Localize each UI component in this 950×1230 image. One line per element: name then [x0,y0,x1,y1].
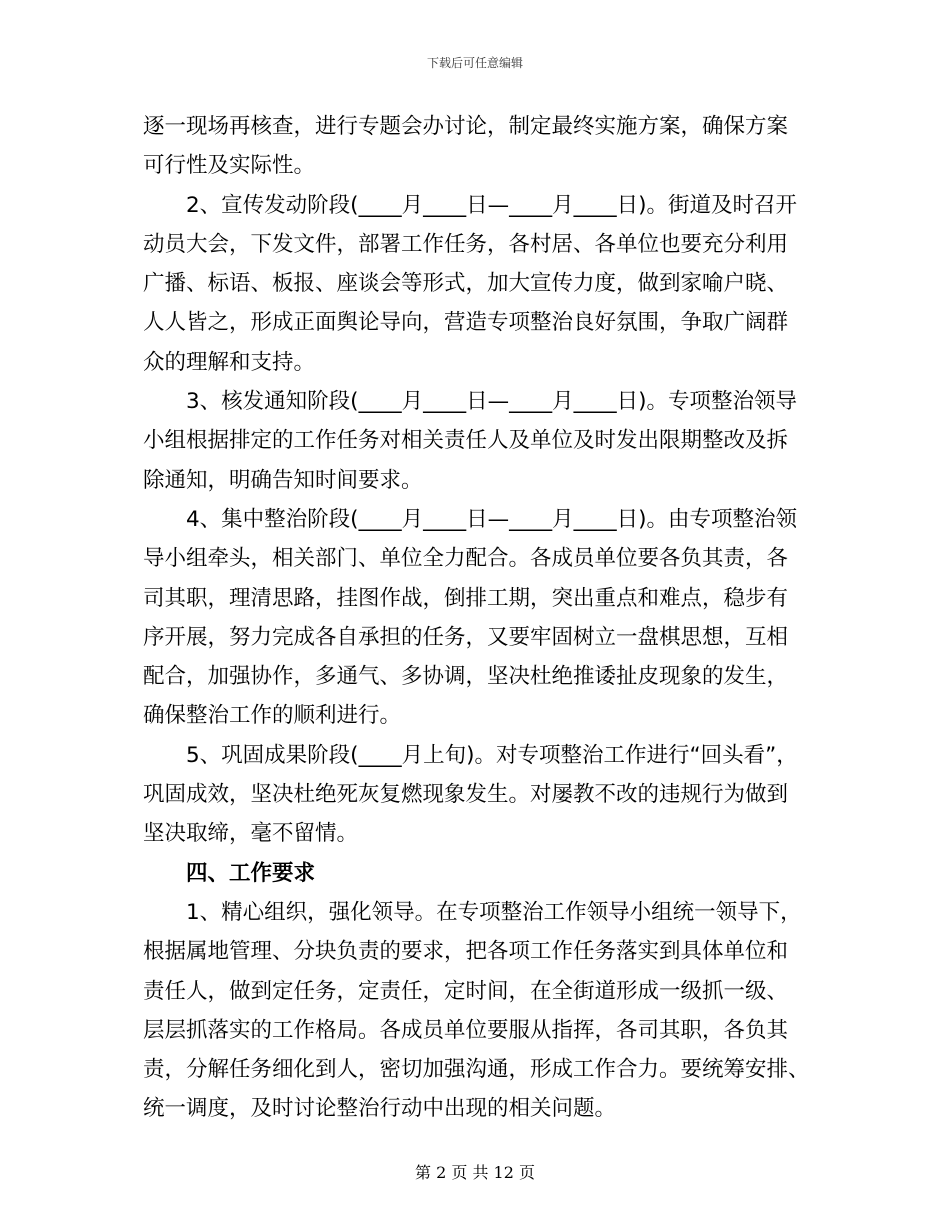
body-line: 可行性及实际性。 [143,153,316,179]
body-line: 众的理解和支持。 [143,349,316,375]
body-line: 人人皆之，形成正面舆论导向，营造专项整治良好氛围，争取广阔群 [143,310,789,336]
stage-4-paragraph-start: 4、集中整治阶段(____月____日—____月____日)。由专项整治领 [186,506,797,532]
body-line: 根据属地管理、分块负责的要求，把各项工作任务落实到具体单位和 [143,939,789,965]
stage-3-paragraph-start: 3、核发通知阶段(____月____日—____月____日)。专项整治领导 [186,389,797,415]
body-line: 逐一现场再核查，进行专题会办讨论，制定最终实施方案，确保方案 [143,114,789,139]
page-header-note: 下载后可任意编辑 [426,56,523,70]
document-body [143,107,823,1129]
body-line: 坚决取缔，毫不留情。 [143,821,359,847]
body-line: 序开展，努力完成各自承担的任务，又要牢固树立一盘棋思想，互相 [143,624,789,650]
body-line: 配合，加强协作，多通气、多协调，坚决杜绝推诿扯皮现象的发生， [143,664,789,690]
body-line: 巩固成效，坚决杜绝死灰复燃现象发生。对屡教不改的违规行为做到 [143,782,789,808]
body-line: 司其职，理清思路，挂图作战，倒排工期，突出重点和难点，稳步有 [143,585,789,611]
body-line: 确保整治工作的顺利进行。 [143,703,402,729]
body-line: 责，分解任务细化到人，密切加强沟通，形成工作合力。要统筹安排、 [143,1057,810,1083]
body-line: 广播、标语、板报、座谈会等形式，加大宣传力度，做到家喻户晓、 [143,271,789,297]
body-line: 责任人，做到定任务，定责任，定时间，在全街道形成一级抓一级、 [143,978,789,1004]
body-line: 动员大会，下发文件，部署工作任务，各村居、各单位也要充分利用 [143,231,789,257]
requirement-1-paragraph-start: 1、精心组织，强化领导。在专项整治工作领导小组统一领导下， [186,899,802,925]
body-line: 层层抓落实的工作格局。各成员单位要服从指挥，各司其职，各负其 [143,1017,789,1043]
body-line: 导小组牵头，相关部门、单位全力配合。各成员单位要各负其责，各 [143,546,789,572]
stage-5-paragraph-start: 5、巩固成果阶段(____月上旬)。对专项整治工作进行“回头看”， [186,742,798,768]
page-number-footer: 第 2 页 共 12 页 [415,1163,535,1182]
body-line: 除通知，明确告知时间要求。 [143,467,423,493]
body-line: 统一调度，及时讨论整治行动中出现的相关问题。 [143,1096,617,1122]
body-line: 小组根据排定的工作任务对相关责任人及单位及时发出限期整改及拆 [143,428,789,454]
stage-2-paragraph-start: 2、宣传发动阶段(____月____日—____月____日)。街道及时召开 [186,192,797,218]
section-heading-work-requirements: 四、工作要求 [186,860,316,886]
